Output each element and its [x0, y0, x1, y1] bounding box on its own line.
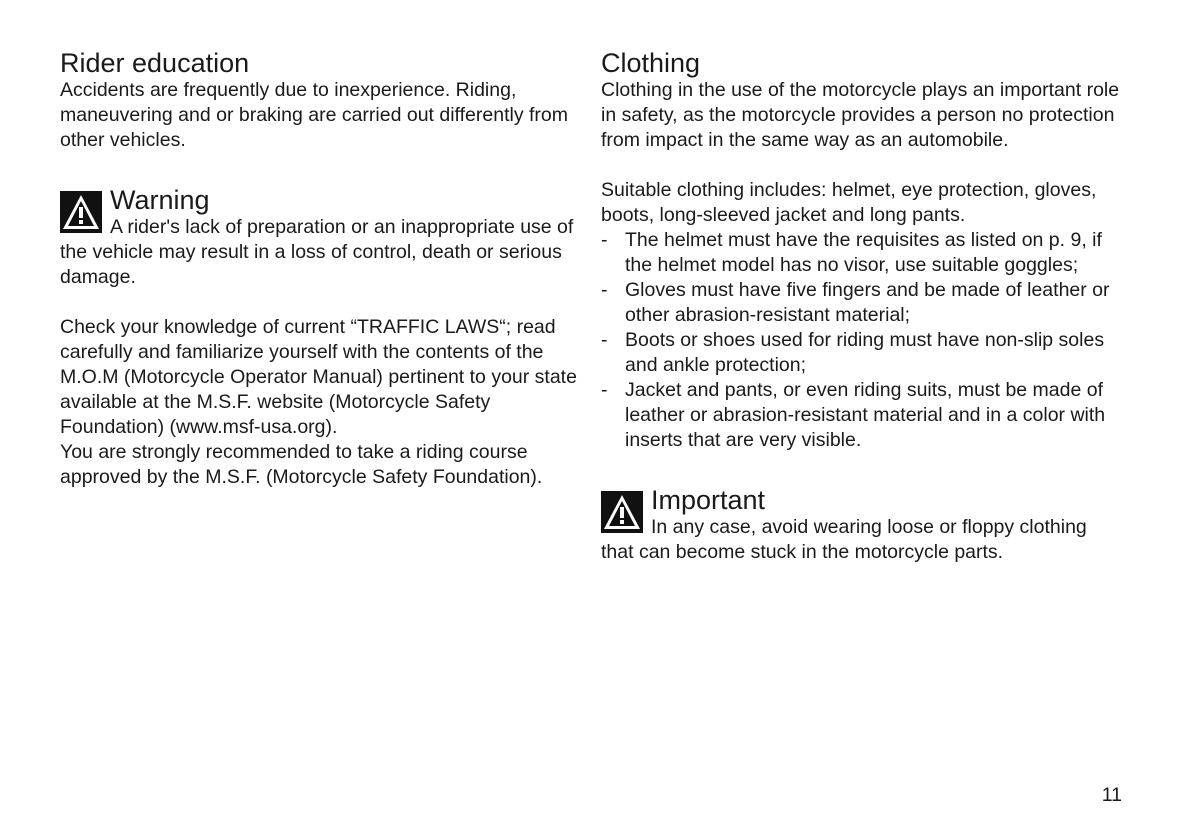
right-column	[601, 48, 1121, 565]
rider-education-heading: Rider education	[60, 48, 250, 78]
riding-course-paragraph: You are strongly recommended to take a riding course approved by the M.S.F. (Motorcycle Safety Foundation).	[60, 441, 543, 488]
list-dash: -	[601, 329, 608, 351]
suitable-clothing-intro: Suitable clothing includes: helmet, eye protection, gloves, boots, long-sleeved jacket and long pants.	[601, 179, 1097, 226]
warning-note	[60, 185, 580, 290]
list-dash: -	[601, 229, 608, 251]
warning-triangle-icon	[60, 191, 102, 233]
page-number: 11	[1101, 784, 1122, 806]
list-item	[601, 378, 1121, 453]
left-column	[60, 48, 580, 490]
important-body: In any case, avoid wearing loose or floppy clothing that can become stuck in the motorcycle parts.	[601, 516, 1087, 563]
warning-heading: Warning	[110, 185, 210, 215]
list-item-text: Gloves must have five fingers and be made of leather or other abrasion-resistant material;	[625, 279, 1110, 326]
important-note	[601, 485, 1121, 565]
clothing-heading: Clothing	[601, 48, 701, 78]
list-dash: -	[601, 379, 608, 401]
list-item-text: Boots or shoes used for riding must have non-slip soles and ankle protection;	[625, 329, 1105, 376]
warning-body: A rider's lack of preparation or an inappropriate use of the vehicle may result in a loss of control, death or serious damage.	[60, 216, 574, 288]
list-item	[601, 228, 1121, 278]
warning-triangle-icon	[601, 491, 643, 533]
clothing-list	[601, 228, 1121, 453]
rider-education-body: Accidents are frequently due to inexperience. Riding, maneuvering and or braking are carried out differently from other vehicles.	[60, 79, 568, 151]
list-item	[601, 278, 1121, 328]
list-item-text: The helmet must have the requisites as listed on p. 9, if the helmet model has no visor, use suitable goggles;	[625, 229, 1102, 276]
list-dash: -	[601, 279, 608, 301]
clothing-body: Clothing in the use of the motorcycle plays an important role in safety, as the motorcycle provides a person no protection from impact in the same way as an automobile.	[601, 79, 1120, 151]
traffic-laws-paragraph: Check your knowledge of current “TRAFFIC LAWS“; read carefully and familiarize yourself with the contents of the M.O.M (Motorcycle Operator Manual) pertinent to your state available at the M.S.F. website (Motorcycle Safety Foundation) (www.msf-usa.org).	[60, 316, 577, 438]
list-item	[601, 328, 1121, 378]
important-heading: Important	[651, 485, 766, 515]
list-item-text: Jacket and pants, or even riding suits, must be made of leather or abrasion-resistant material and in a color with inserts that are very visible.	[625, 379, 1106, 451]
